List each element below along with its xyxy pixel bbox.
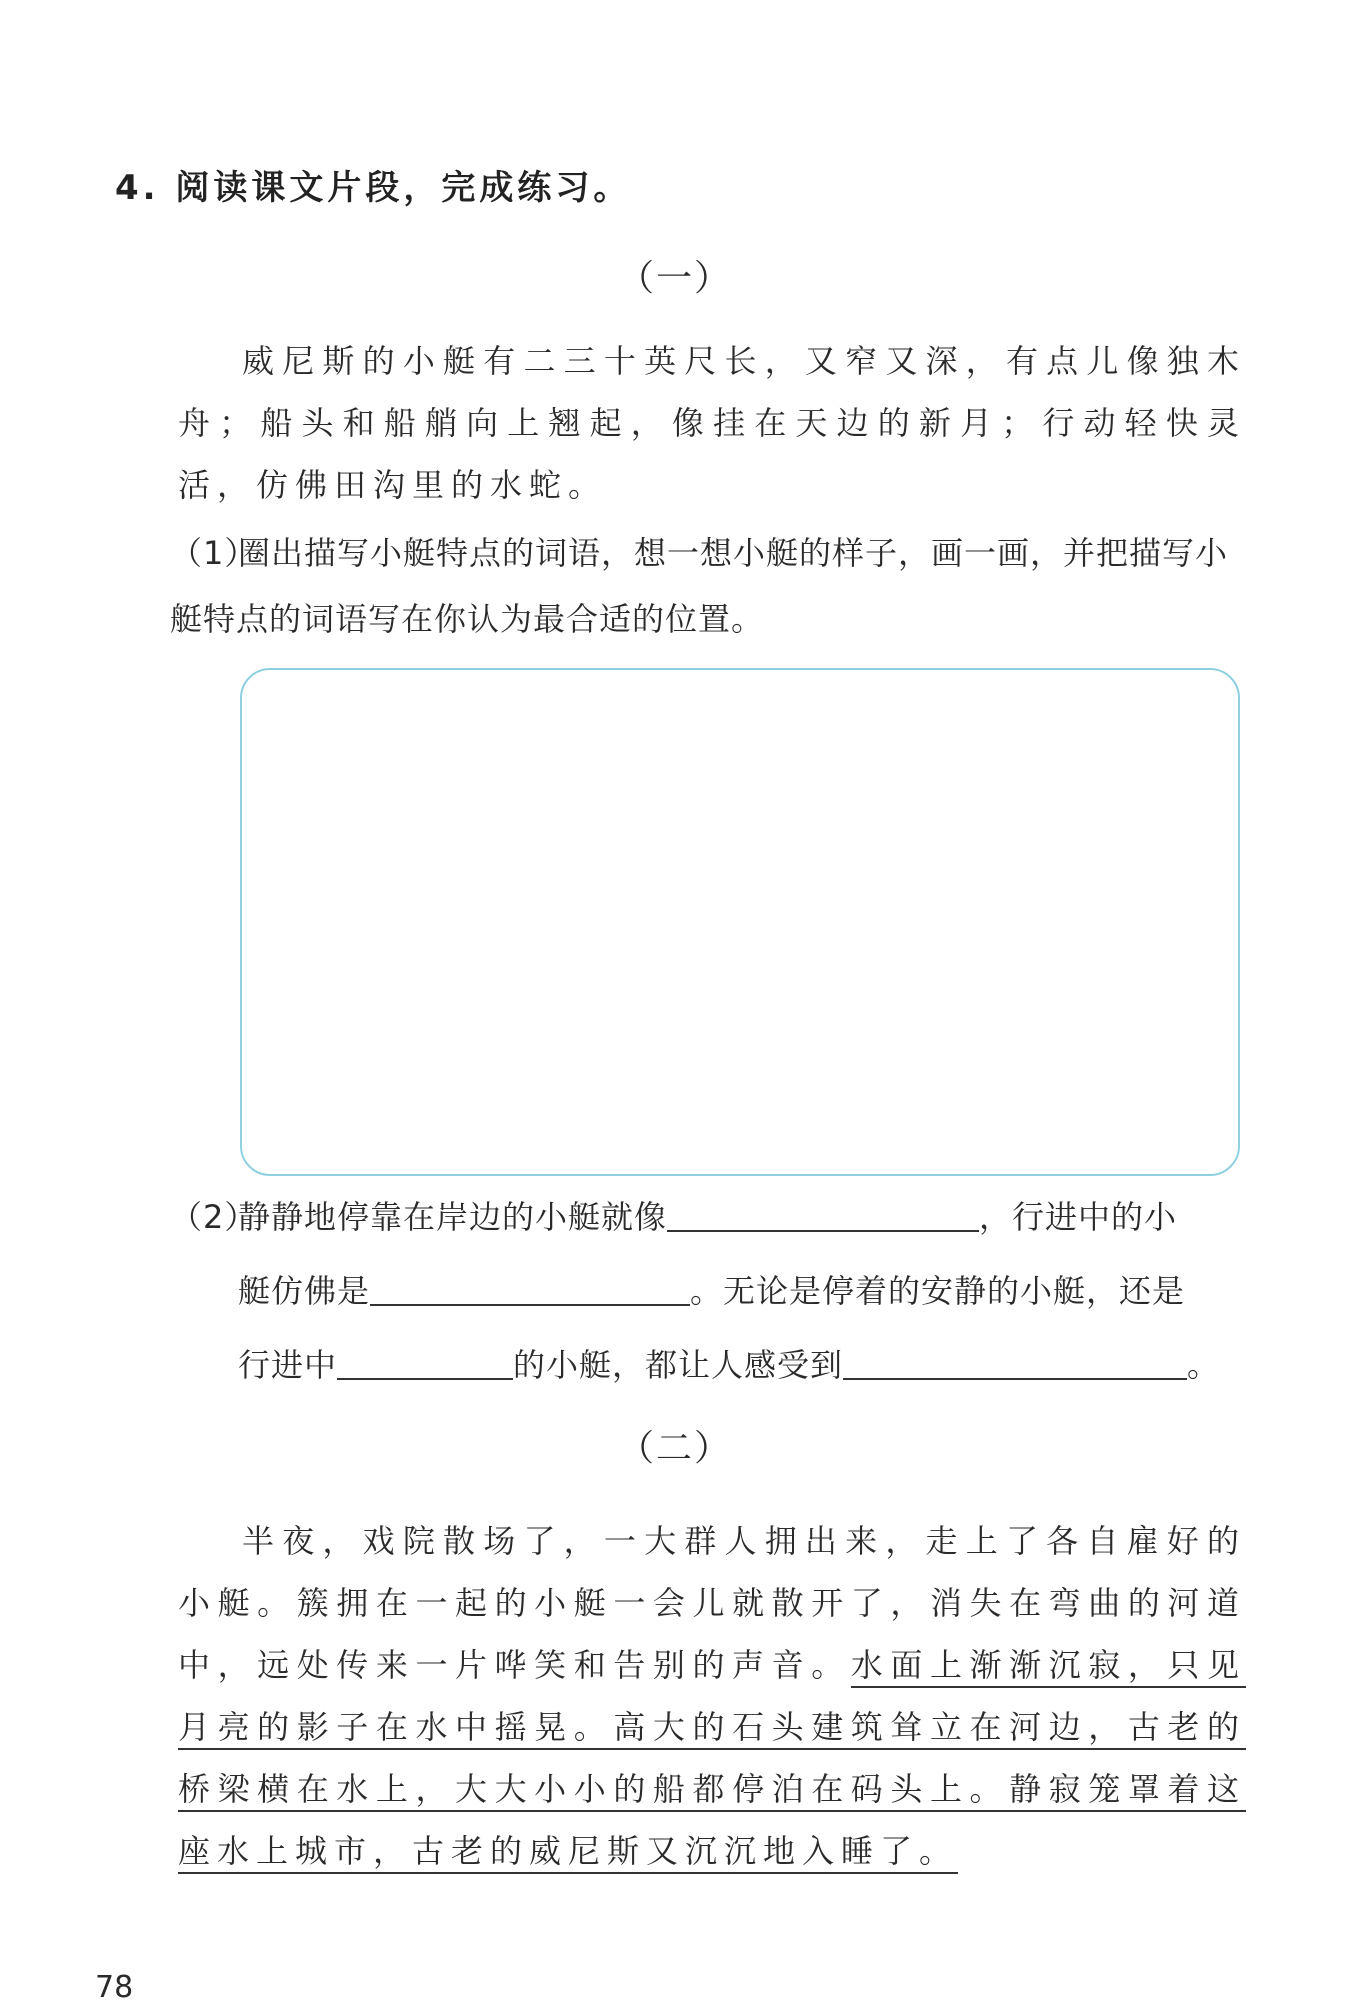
- question-2-text-3: 艇仿佛是: [238, 1272, 371, 1310]
- passage-2-underlined: 水面上渐渐沉寂，只见月亮的影子在水中摇晃。高大的石头建筑耸立在河边，古老的桥梁横在水上，大大小小的船都停泊在码头上。静寂笼罩着这座水上城市，古老的威尼斯又沉沉地入睡了。: [178, 1646, 1246, 1874]
- passage-2: [178, 1510, 1246, 1882]
- question-2-text-2: ，行进中的小: [979, 1198, 1178, 1236]
- passage-2-plain: 半夜，戏院散场了，一大群人拥出来，走上了各自雇好的小艇。簇拥在一起的小艇一会儿就散开了，消失在弯曲的河道中，远处传来一片哗笑和告别的声音。: [178, 1522, 1246, 1684]
- question-title: 4. 阅读课文片段，完成练习。: [115, 168, 632, 208]
- answer-blank-4[interactable]: [843, 1340, 1187, 1380]
- question-2-text-1: 静静地停靠在岸边的小艇就像: [238, 1198, 668, 1236]
- passage-1: 威尼斯的小艇有二三十英尺长，又窄又深，有点儿像独木舟；船头和船艄向上翘起，像挂在天边的新月；行动轻快灵活，仿佛田沟里的水蛇。: [178, 342, 1246, 504]
- section-label-2: （二）: [617, 1428, 732, 1469]
- answer-blank-1[interactable]: [667, 1192, 979, 1232]
- page-number: 78: [95, 1970, 134, 2005]
- question-2-text-5: 行进中: [238, 1346, 338, 1384]
- answer-blank-3[interactable]: [337, 1340, 513, 1380]
- question-2-line-2: [238, 1254, 1250, 1328]
- answer-blank-2[interactable]: [370, 1266, 690, 1306]
- question-2-text-7: 。: [1187, 1346, 1221, 1384]
- question-1: [170, 520, 1250, 652]
- question-1-text: 圈出描写小艇特点的词语，想一想小艇的样子，画一画，并把描写小艇特点的词语写在你认为最合适的位置。: [170, 534, 1229, 638]
- question-1-number: （1）: [170, 534, 258, 572]
- question-2-text-6: 的小艇，都让人感受到: [513, 1346, 844, 1384]
- question-2-line-1: [170, 1180, 1250, 1254]
- question-2-number: （2）: [170, 1198, 258, 1236]
- section-label-1: （一）: [617, 258, 732, 299]
- drawing-box[interactable]: [240, 668, 1240, 1176]
- question-2-line-3: [238, 1328, 1250, 1402]
- question-2-text-4: 。无论是停着的安静的小艇，还是: [690, 1272, 1186, 1310]
